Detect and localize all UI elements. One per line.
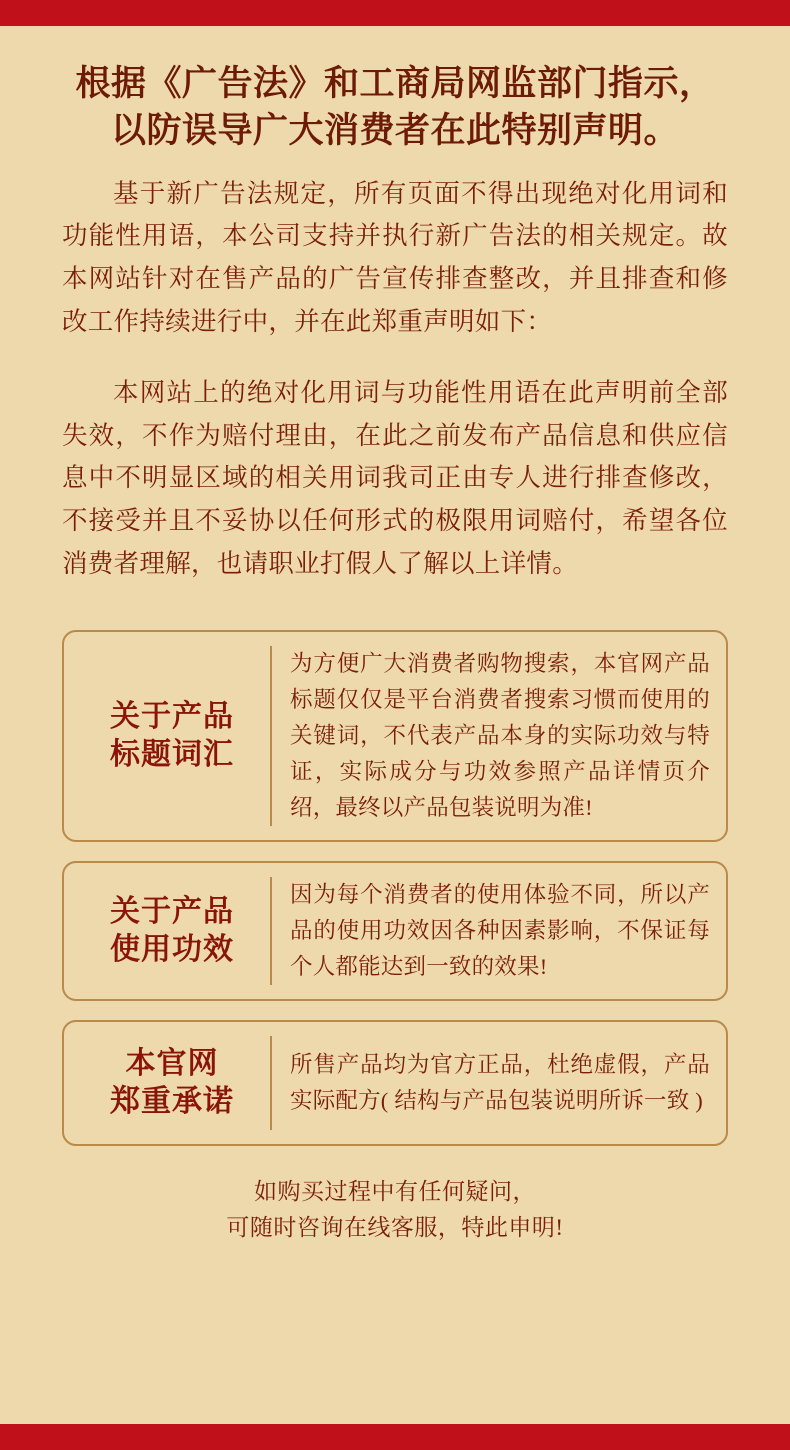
statement-paragraph-2: 本网站上的绝对化用词与功能性用语在此声明前全部失效，不作为赔付理由，在此之前发布产品信息和供应信息中不明显区域的相关用词我司正由专人进行排查修改，不接受并且不妥协以任何形式的极限用词赔付，希望各位消费者理解，也请职业打假人了解以上详情。 <box>62 377 728 579</box>
notice-card-official-promise <box>62 1020 728 1146</box>
notice-card-body: 为方便广大消费者购物搜索，本官网产品标题仅仅是平台消费者搜索习惯而使用的关键词，不代表产品本身的实际功效与特证，实际成分与功效参照产品详情页介绍，最终以产品包装说明为准! <box>290 650 710 820</box>
footer-note-line-1: 如购买过程中有任何疑问， <box>254 1178 536 1204</box>
notice-card-title-line-2: 使用功效 <box>110 932 234 966</box>
notice-card-body: 所售产品均为官方正品，杜绝虚假，产品实际配方( 结构与产品包装说明所诉一致 ) <box>290 1051 710 1113</box>
notice-card-list <box>62 630 728 1146</box>
top-red-bar <box>0 0 790 26</box>
notice-card-title-line-1: 关于产品 <box>110 894 234 928</box>
footer-note-line-2: 可随时咨询在线客服，特此申明! <box>226 1214 564 1240</box>
bottom-red-bar <box>0 1424 790 1450</box>
notice-card-title-line-1: 本官网 <box>125 1046 219 1080</box>
notice-card-title <box>74 1036 272 1130</box>
notice-card-title <box>74 646 272 826</box>
notice-card-body: 因为每个消费者的使用体验不同，所以产品的使用功效因各种因素影响，不保证每个人都能达到一致的效果! <box>290 881 710 979</box>
notice-card-title-line-2: 标题词汇 <box>110 737 234 771</box>
notice-card-product-title <box>62 630 728 842</box>
notice-card-title-line-1: 关于产品 <box>110 699 234 733</box>
page-title-line-1: 根据《广告法》和工商局网监部门指示， <box>75 64 715 103</box>
footer-note <box>62 1174 728 1245</box>
statement-paragraph-1: 基于新广告法规定，所有页面不得出现绝对化用词和功能性用语，本公司支持并执行新广告法的相关规定。故本网站针对在售产品的广告宣传排查整改，并且排查和修改工作持续进行中，并在此郑重声明如下： <box>62 178 728 336</box>
notice-card-title-line-2: 郑重承诺 <box>110 1084 234 1118</box>
notice-card-product-effect <box>62 861 728 1001</box>
notice-card-title <box>74 877 272 985</box>
page-title <box>62 60 728 155</box>
content-area <box>0 26 790 1424</box>
page-title-line-2: 以防误导广大消费者在此特别声明。 <box>110 111 679 151</box>
